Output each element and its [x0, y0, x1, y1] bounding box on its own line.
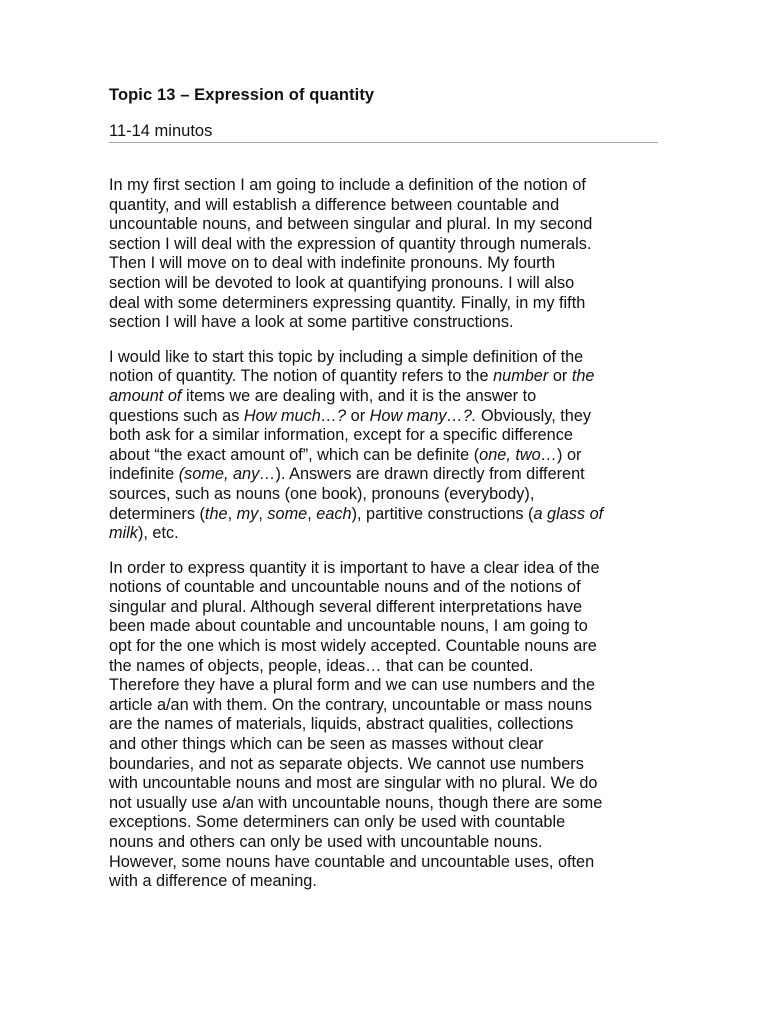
text-line — [109, 215, 669, 235]
paragraph — [109, 559, 669, 892]
text-line — [109, 505, 669, 525]
text-line — [109, 755, 669, 775]
text-segment: , — [258, 504, 268, 523]
text-line — [109, 196, 669, 216]
italic-text: some — [267, 504, 308, 523]
italic-text: the — [571, 367, 595, 386]
text-segment: or — [548, 367, 572, 386]
text-line — [109, 176, 669, 196]
italic-text: the — [204, 504, 228, 523]
text-line — [109, 348, 669, 368]
text-segment: In my first section I am going to include a definition of the notion of — [109, 176, 586, 194]
text-segment: or — [346, 406, 370, 425]
text-segment: ), partitive constructions ( — [351, 504, 534, 523]
text-segment: , — [307, 504, 317, 523]
text-segment: deal with some determiners expressing quantity. Finally, in my fifth — [109, 293, 586, 312]
text-segment: section I will deal with the expression of quantity through numerals. — [109, 234, 592, 253]
italic-text: each — [316, 504, 352, 523]
text-segment: , — [227, 504, 237, 523]
text-line — [109, 794, 669, 814]
text-line — [109, 313, 669, 333]
italic-text: How much…? — [243, 406, 347, 425]
text-line — [109, 294, 669, 314]
text-line — [109, 524, 669, 544]
italic-text: a glass of — [533, 504, 604, 523]
italic-text: number — [493, 367, 549, 386]
text-segment: nouns and others can only be used with uncountable nouns. — [109, 833, 543, 851]
italic-text: my — [236, 504, 259, 523]
text-line — [109, 715, 669, 735]
text-line — [109, 274, 669, 294]
text-segment: both ask for a similar information, except for a specific difference — [109, 426, 573, 445]
text-segment: indefinite — [109, 465, 179, 484]
italic-text: one, two… — [479, 445, 558, 464]
text-segment: with uncountable nouns and most are singular with no plural. We do — [109, 774, 598, 793]
text-line — [109, 446, 669, 466]
italic-text: How many…?. — [369, 406, 477, 425]
text-segment: section will be devoted to look at quantifying pronouns. I will also — [109, 273, 575, 292]
text-segment: questions such as — [109, 406, 244, 425]
text-segment: determiners ( — [109, 504, 205, 523]
text-segment: been made about countable and uncountable nouns, I am going to — [109, 617, 588, 636]
text-segment: However, some nouns have countable and uncountable uses, often — [109, 852, 595, 871]
text-segment: uncountable nouns, and between singular and plural. In my second — [109, 215, 593, 234]
text-line — [109, 598, 669, 618]
paragraph — [109, 176, 669, 333]
text-segment: Therefore they have a plural form and we can use numbers and the — [109, 676, 596, 695]
text-segment: about “the exact amount of”, which can be definite ( — [109, 445, 480, 464]
page-title: Topic 13 – Expression of quantity — [109, 86, 375, 104]
text-line — [109, 774, 669, 794]
text-line — [109, 254, 669, 274]
text-line — [109, 407, 669, 427]
text-line — [109, 735, 669, 755]
text-line — [109, 833, 669, 853]
text-line — [109, 872, 669, 892]
text-segment: quantity, and will establish a difference between countable and — [109, 195, 560, 214]
text-segment: Then I will move on to deal with indefinite pronouns. My fourth — [109, 254, 556, 273]
italic-text: (some, any… — [178, 465, 276, 484]
text-line — [109, 657, 669, 677]
text-segment: ), etc. — [137, 524, 179, 543]
text-line — [109, 485, 669, 505]
italic-text: milk — [109, 524, 138, 543]
text-segment: Obviously, they — [476, 406, 592, 425]
italic-text: amount of — [109, 386, 182, 405]
text-line — [109, 813, 669, 833]
text-segment: notions of countable and uncountable nouns and of the notions of — [109, 578, 581, 597]
text-segment: section I will have a look at some partitive constructions. — [109, 313, 514, 332]
paragraph — [109, 348, 669, 544]
text-line — [109, 235, 669, 255]
text-line — [109, 426, 669, 446]
text-segment: exceptions. Some determiners can only be used with countable — [109, 813, 566, 832]
text-segment: ). Answers are drawn directly from different — [275, 465, 585, 484]
text-line — [109, 559, 669, 579]
text-line — [109, 637, 669, 657]
divider — [109, 142, 658, 143]
text-segment: opt for the one which is most widely accepted. Countable nouns are — [109, 637, 597, 656]
article-body — [109, 176, 669, 907]
text-segment: article a/an with them. On the contrary, uncountable or mass nouns — [109, 695, 592, 714]
text-segment: and other things which can be seen as masses without clear — [109, 735, 544, 754]
text-line — [109, 617, 669, 637]
text-segment: with a difference of meaning. — [109, 872, 317, 891]
text-segment: In order to express quantity it is important to have a clear idea of the — [109, 558, 600, 577]
text-segment: boundaries, and not as separate objects. We cannot use numbers — [109, 754, 584, 773]
text-segment: singular and plural. Although several different interpretations have — [109, 597, 583, 616]
reading-time: 11-14 minutos — [109, 122, 213, 140]
text-segment: I would like to start this topic by including a simple definition of the — [109, 347, 584, 366]
text-line — [109, 696, 669, 716]
text-segment: notion of quantity. The notion of quantity refers to the — [109, 367, 494, 386]
text-segment: are the names of materials, liquids, abstract qualities, collections — [109, 715, 574, 734]
text-line — [109, 387, 669, 407]
text-segment: the names of objects, people, ideas… that can be counted. — [109, 656, 534, 675]
text-line — [109, 465, 669, 485]
text-segment: ) or — [557, 445, 582, 464]
text-segment: sources, such as nouns (one book), pronouns (everybody), — [109, 484, 535, 503]
text-segment: items we are dealing with, and it is the answer to — [181, 386, 537, 405]
text-line — [109, 578, 669, 598]
text-line — [109, 853, 669, 873]
text-line — [109, 367, 669, 387]
text-line — [109, 676, 669, 696]
text-segment: not usually use a/an with uncountable nouns, though there are some — [109, 793, 603, 812]
